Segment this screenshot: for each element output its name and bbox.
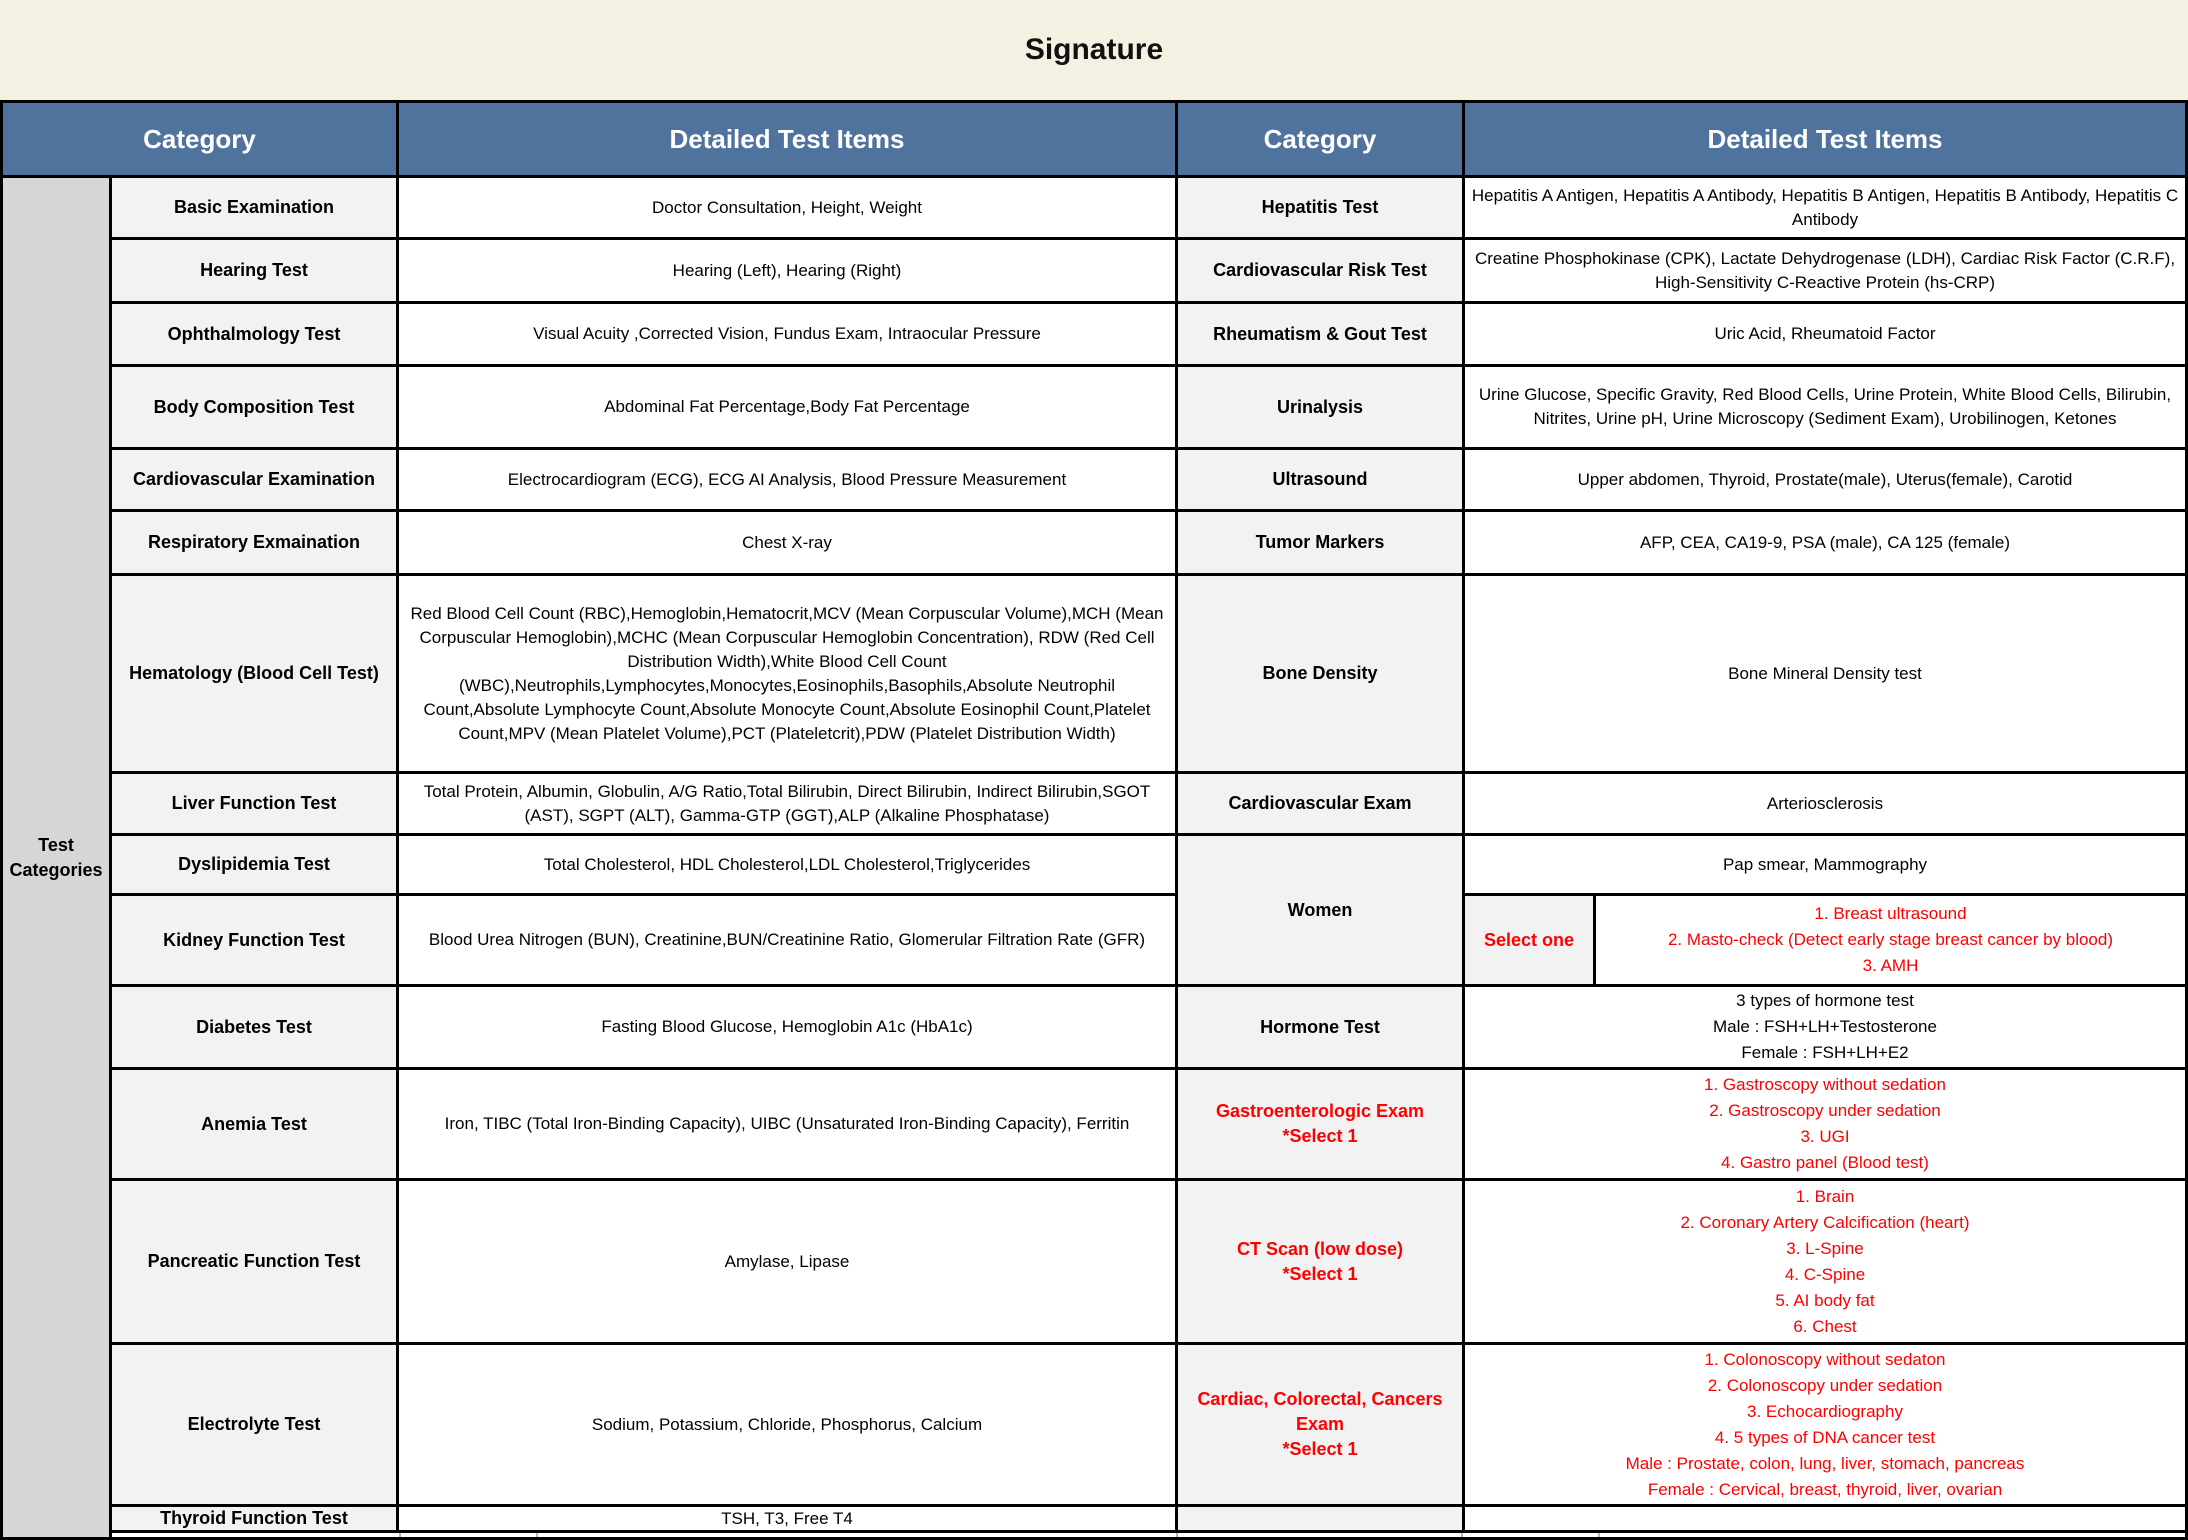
header-detailed-items-right: Detailed Test Items xyxy=(1465,103,2185,175)
category-cell-cardiovascular-exam: Cardiovascular Exam xyxy=(1178,774,1462,833)
header-category-right: Category xyxy=(1178,103,1462,175)
category-cell-hormone-test: Hormone Test xyxy=(1178,987,1462,1067)
detail-cell-empty xyxy=(1465,1507,2185,1530)
category-cell-diabetes-test: Diabetes Test xyxy=(112,987,396,1067)
category-cell-thyroid-function-test: Thyroid Function Test xyxy=(112,1507,396,1530)
ct-scan-option: 1. Brain xyxy=(1795,1186,1855,1206)
detail-cell-hematology: Red Blood Cell Count (RBC),Hemoglobin,Hematocrit,MCV (Mean Corpuscular Volume),MCH (Mean Corpuscular Hemoglobin),MCHC (Mean Corpuscular Hemoglobin Concentration), RDW (Red Cell Distribution Width),White Blood Cell Count (WBC),Neutrophils,Lymphocytes,Monocytes,Eosinophils,Basophils,Absolute Neutrophil Count,Absolute Lymphocyte Count,Absolute Monocyte Count,Absolute Eosinophil Count,Platelet Count,MPV (Mean Platelet Volume),PCT (Plateletcrit),PDW (Platelet Distribution Width) xyxy=(399,576,1175,771)
hormone-test-line: 3 types of hormone test xyxy=(1736,991,1914,1010)
category-cell-electrolyte-test: Electrolyte Test xyxy=(112,1345,396,1504)
partial-gridline xyxy=(1176,1533,1178,1537)
cardiac-colorectal-label: Cardiac, Colorectal, Cancers Exam xyxy=(1197,1389,1443,1434)
cardiac-colorectal-option: 2. Colonoscopy under sedation xyxy=(1707,1375,1943,1395)
category-cell-anemia-test: Anemia Test xyxy=(112,1070,396,1178)
category-cell-hearing-test: Hearing Test xyxy=(112,240,396,301)
detail-cell-pancreatic-function-test: Amylase, Lipase xyxy=(399,1181,1175,1342)
detail-cell-basic-examination: Doctor Consultation, Height, Weight xyxy=(399,178,1175,237)
detail-cell-women-base: Pap smear, Mammography xyxy=(1465,836,2185,893)
category-cell-liver-function-test: Liver Function Test xyxy=(112,774,396,833)
select-one-label: Select one xyxy=(1465,896,1593,984)
category-cell-ct-scan xyxy=(1178,1181,1462,1342)
category-cell-urinalysis: Urinalysis xyxy=(1178,367,1462,447)
partial-gridline xyxy=(399,1533,401,1537)
category-cell-body-composition-test: Body Composition Test xyxy=(112,367,396,447)
hormone-test-line: Female : FSH+LH+E2 xyxy=(1741,1043,1909,1062)
category-cell-gastroenterologic-exam xyxy=(1178,1070,1462,1178)
detail-cell-urinalysis: Urine Glucose, Specific Gravity, Red Blood Cells, Urine Protein, White Blood Cells, Bilirubin, Nitrites, Urine pH, Urine Microscopy (Sediment Exam), Urobilinogen, Ketones xyxy=(1465,367,2185,447)
cardiac-colorectal-option: 1. Colonoscopy without sedaton xyxy=(1704,1349,1946,1369)
hormone-test-line: Male : FSH+LH+Testosterone xyxy=(1713,1017,1937,1036)
partial-gridline xyxy=(1461,1533,1463,1537)
detail-cell-ophthalmology-test: Visual Acuity ,Corrected Vision, Fundus Exam, Intraocular Pressure xyxy=(399,304,1175,364)
women-option: 2. Masto-check (Detect early stage breast cancer by blood) xyxy=(1667,930,2114,949)
category-cell-hepatitis-test: Hepatitis Test xyxy=(1178,178,1462,237)
ct-scan-label: CT Scan (low dose) xyxy=(1236,1238,1404,1259)
category-cell-dyslipidemia-test: Dyslipidemia Test xyxy=(112,836,396,893)
detail-cell-diabetes-test: Fasting Blood Glucose, Hemoglobin A1c (HbA1c) xyxy=(399,987,1175,1067)
category-cell-cardiovascular-risk-test: Cardiovascular Risk Test xyxy=(1178,240,1462,301)
ct-scan-option: 4. C-Spine xyxy=(1784,1264,1866,1284)
detail-cell-hearing-test: Hearing (Left), Hearing (Right) xyxy=(399,240,1175,301)
detail-cell-hepatitis-test: Hepatitis A Antigen, Hepatitis A Antibody, Hepatitis B Antigen, Hepatitis B Antibody, Hepatitis C Antibody xyxy=(1465,178,2185,237)
detail-cell-cardiovascular-risk-test: Creatine Phosphokinase (CPK), Lactate Dehydrogenase (LDH), Cardiac Risk Factor (C.R.F), High-Sensitivity C-Reactive Protein (hs-CRP) xyxy=(1465,240,2185,301)
partial-next-row xyxy=(112,1533,2185,1537)
ct-scan-option: 6. Chest xyxy=(1793,1316,1857,1336)
detail-cell-cardiovascular-examination: Electrocardiogram (ECG), ECG AI Analysis, Blood Pressure Measurement xyxy=(399,450,1175,509)
cardiac-colorectal-option: 3. Echocardiography xyxy=(1747,1401,1903,1421)
category-cell-respiratory-examination: Respiratory Exmaination xyxy=(112,512,396,573)
detail-cell-women-options xyxy=(1596,896,2185,984)
detail-cell-rheumatism-gout-test: Uric Acid, Rheumatoid Factor xyxy=(1465,304,2185,364)
cardiac-colorectal-select-note: *Select 1 xyxy=(1282,1439,1358,1459)
gastro-option: 4. Gastro panel (Blood test) xyxy=(1721,1153,1929,1172)
detail-cell-electrolyte-test: Sodium, Potassium, Chloride, Phosphorus, Calcium xyxy=(399,1345,1175,1504)
category-cell-basic-examination: Basic Examination xyxy=(112,178,396,237)
detail-cell-liver-function-test: Total Protein, Albumin, Globulin, A/G Ratio,Total Bilirubin, Direct Bilirubin, Indirect Bilirubin,SGOT (AST), SGPT (ALT), Gamma-GTP (GGT),ALP (Alkaline Phosphatase) xyxy=(399,774,1175,833)
partial-gridline xyxy=(536,1533,538,1537)
category-cell-pancreatic-function-test: Pancreatic Function Test xyxy=(112,1181,396,1342)
category-cell-empty xyxy=(1178,1507,1462,1530)
category-cell-cardiovascular-examination: Cardiovascular Examination xyxy=(112,450,396,509)
gastroenterologic-exam-label: Gastroenterologic Exam xyxy=(1215,1101,1425,1121)
partial-gridline xyxy=(1598,1533,1600,1537)
detail-cell-gastroenterologic-exam xyxy=(1465,1070,2185,1178)
category-cell-tumor-markers: Tumor Markers xyxy=(1178,512,1462,573)
category-cell-ultrasound: Ultrasound xyxy=(1178,450,1462,509)
category-cell-hematology: Hematology (Blood Cell Test) xyxy=(112,576,396,771)
test-categories-table xyxy=(0,100,2188,1540)
cardiac-colorectal-option: Male : Prostate, colon, lung, liver, stomach, pancreas xyxy=(1625,1453,2025,1473)
page-title: Signature xyxy=(1024,33,1164,66)
gastro-option: 3. UGI xyxy=(1800,1127,1850,1146)
detail-cell-hormone-test xyxy=(1465,987,2185,1067)
category-cell-women: Women xyxy=(1178,836,1462,984)
gastroenterologic-exam-select-note: *Select 1 xyxy=(1282,1126,1358,1146)
category-cell-rheumatism-gout-test: Rheumatism & Gout Test xyxy=(1178,304,1462,364)
side-label-test-categories: Test Categories xyxy=(3,178,109,1537)
ct-scan-option: 2. Coronary Artery Calcification (heart) xyxy=(1680,1212,1970,1232)
ct-scan-select-note: *Select 1 xyxy=(1282,1263,1358,1284)
category-cell-kidney-function-test: Kidney Function Test xyxy=(112,896,396,984)
women-option: 3. AMH xyxy=(1862,956,1919,975)
gastro-option: 1. Gastroscopy without sedation xyxy=(1704,1075,1946,1094)
detail-cell-dyslipidemia-test: Total Cholesterol, HDL Cholesterol,LDL Cholesterol,Triglycerides xyxy=(399,836,1175,893)
detail-cell-ct-scan xyxy=(1465,1181,2185,1342)
detail-cell-kidney-function-test: Blood Urea Nitrogen (BUN), Creatinine,BUN/Creatinine Ratio, Glomerular Filtration Rate (GFR) xyxy=(399,896,1175,984)
detail-cell-anemia-test: Iron, TIBC (Total Iron-Binding Capacity), UIBC (Unsaturated Iron-Binding Capacity), Ferritin xyxy=(399,1070,1175,1178)
category-cell-cardiac-colorectal-cancers-exam xyxy=(1178,1345,1462,1504)
detail-cell-ultrasound: Upper abdomen, Thyroid, Prostate(male), Uterus(female), Carotid xyxy=(1465,450,2185,509)
detail-cell-thyroid-function-test: TSH, T3, Free T4 xyxy=(399,1507,1175,1530)
detail-cell-body-composition-test: Abdominal Fat Percentage,Body Fat Percentage xyxy=(399,367,1175,447)
detail-cell-cardiac-colorectal-cancers-exam xyxy=(1465,1345,2185,1504)
detail-cell-respiratory-examination: Chest X-ray xyxy=(399,512,1175,573)
header-category-left: Category xyxy=(3,103,396,175)
women-option: 1. Breast ultrasound xyxy=(1814,904,1967,923)
gastro-option: 2. Gastroscopy under sedation xyxy=(1709,1101,1941,1120)
detail-cell-tumor-markers: AFP, CEA, CA19-9, PSA (male), CA 125 (female) xyxy=(1465,512,2185,573)
cardiac-colorectal-option: Female : Cervical, breast, thyroid, liver, ovarian xyxy=(1647,1479,2003,1499)
ct-scan-option: 3. L-Spine xyxy=(1786,1238,1864,1258)
ct-scan-option: 5. AI body fat xyxy=(1775,1290,1875,1310)
category-cell-bone-density: Bone Density xyxy=(1178,576,1462,771)
detail-cell-cardiovascular-exam: Arteriosclerosis xyxy=(1465,774,2185,833)
header-detailed-items-left: Detailed Test Items xyxy=(399,103,1175,175)
detail-cell-bone-density: Bone Mineral Density test xyxy=(1465,576,2185,771)
cardiac-colorectal-option: 4. 5 types of DNA cancer test xyxy=(1714,1427,1936,1447)
category-cell-ophthalmology-test: Ophthalmology Test xyxy=(112,304,396,364)
signature-banner xyxy=(0,0,2188,100)
